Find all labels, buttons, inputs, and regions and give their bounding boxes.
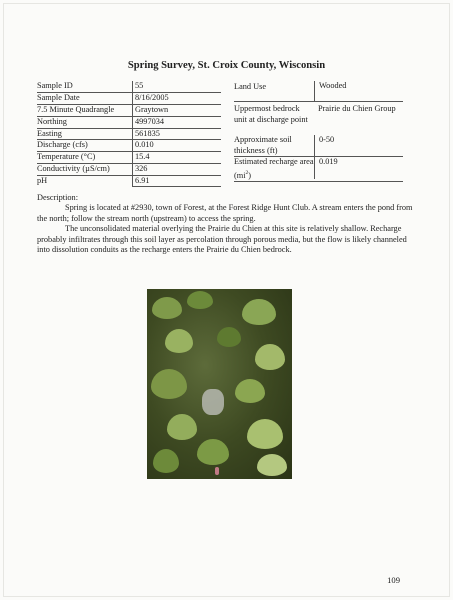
table-row xyxy=(37,105,221,117)
photo-foliage xyxy=(247,419,283,449)
recharge-value: 0.019 xyxy=(314,157,403,179)
description-paragraph-1: Spring is located at #2930, town of Forest, at the Forest Ridge Hunt Club. A stream enters the pond from the north; follow the stream north (upstream) to access the spring. xyxy=(37,203,413,223)
row-label: pH xyxy=(37,176,48,186)
row-value: 4997034 xyxy=(132,117,221,128)
photo-foliage xyxy=(257,454,287,476)
photo-foliage xyxy=(153,449,179,473)
table-row xyxy=(234,135,403,157)
recharge-label-end: ) xyxy=(248,170,252,180)
sample-info-table xyxy=(37,81,221,187)
description-paragraph-2: The unconsolidated material overlying the Prairie du Chien at this site is relatively shallow. Recharge probably infiltrates through this soil layer as percolation through porous media, but the flow is likely channeled into dissolution conduits as the recharge enters the Prairie du Chien bedrock. xyxy=(37,224,407,255)
photo-foliage xyxy=(167,414,197,440)
table-row xyxy=(234,102,403,135)
photo-foliage xyxy=(152,297,182,319)
row-label: Sample Date xyxy=(37,92,80,102)
photo-foliage xyxy=(151,369,187,399)
photo-foliage xyxy=(242,299,276,325)
bedrock-value: Prairie du Chien Group xyxy=(318,104,396,113)
row-label: Northing xyxy=(37,116,67,126)
table-rule xyxy=(234,181,403,182)
row-value: 0.010 xyxy=(132,140,221,151)
page-number: 109 xyxy=(387,575,400,585)
row-value: 15.4 xyxy=(132,152,221,163)
bedrock-label: Uppermost bedrock unit at discharge point xyxy=(234,104,308,124)
photo-foliage xyxy=(255,344,285,370)
table-row xyxy=(234,81,403,102)
photo-flower xyxy=(215,467,219,475)
page-title: Spring Survey, St. Croix County, Wisconsin xyxy=(127,60,326,71)
table-row xyxy=(37,164,221,176)
photo-foliage xyxy=(187,291,213,309)
row-value: Graytown xyxy=(132,105,221,116)
row-value: 8/16/2005 xyxy=(132,93,221,104)
photo-foliage xyxy=(217,327,241,347)
recharge-label-sup: 2 xyxy=(245,169,249,176)
row-value: 561835 xyxy=(132,129,221,140)
photo-foliage xyxy=(165,329,193,353)
table-row xyxy=(37,117,221,129)
soil-thickness-value: 0-50 xyxy=(314,135,403,156)
description-label: Description: xyxy=(37,193,79,202)
photo-water xyxy=(202,389,224,415)
recharge-label xyxy=(234,157,314,179)
photo-foliage xyxy=(197,439,229,465)
recharge-label-text: Estimated recharge area (mi xyxy=(234,157,314,180)
table-row xyxy=(37,176,221,187)
row-label: 7.5 Minute Quadrangle xyxy=(37,104,115,114)
table-row xyxy=(234,157,403,179)
description xyxy=(37,193,417,255)
table-row xyxy=(37,152,221,164)
row-label: Easting xyxy=(37,128,62,138)
row-label: Discharge (cfs) xyxy=(37,140,88,150)
site-info-table xyxy=(234,81,403,179)
row-label: Sample ID xyxy=(37,81,73,90)
table-row xyxy=(37,81,221,93)
spring-photo xyxy=(147,289,292,479)
table-row xyxy=(37,140,221,152)
photo-foliage xyxy=(235,379,265,403)
land-use-label: Land Use xyxy=(234,82,267,91)
land-use-value: Wooded xyxy=(314,81,403,101)
row-label: Temperature (°C) xyxy=(37,152,96,162)
soil-thickness-label: Approximate soil thickness (ft) xyxy=(234,135,292,155)
row-value: 6.91 xyxy=(132,176,221,187)
row-label: Conductivity (µS/cm) xyxy=(37,164,110,174)
row-value: 326 xyxy=(132,164,221,175)
table-row xyxy=(37,129,221,141)
table-row xyxy=(37,93,221,105)
row-value: 55 xyxy=(132,81,221,92)
